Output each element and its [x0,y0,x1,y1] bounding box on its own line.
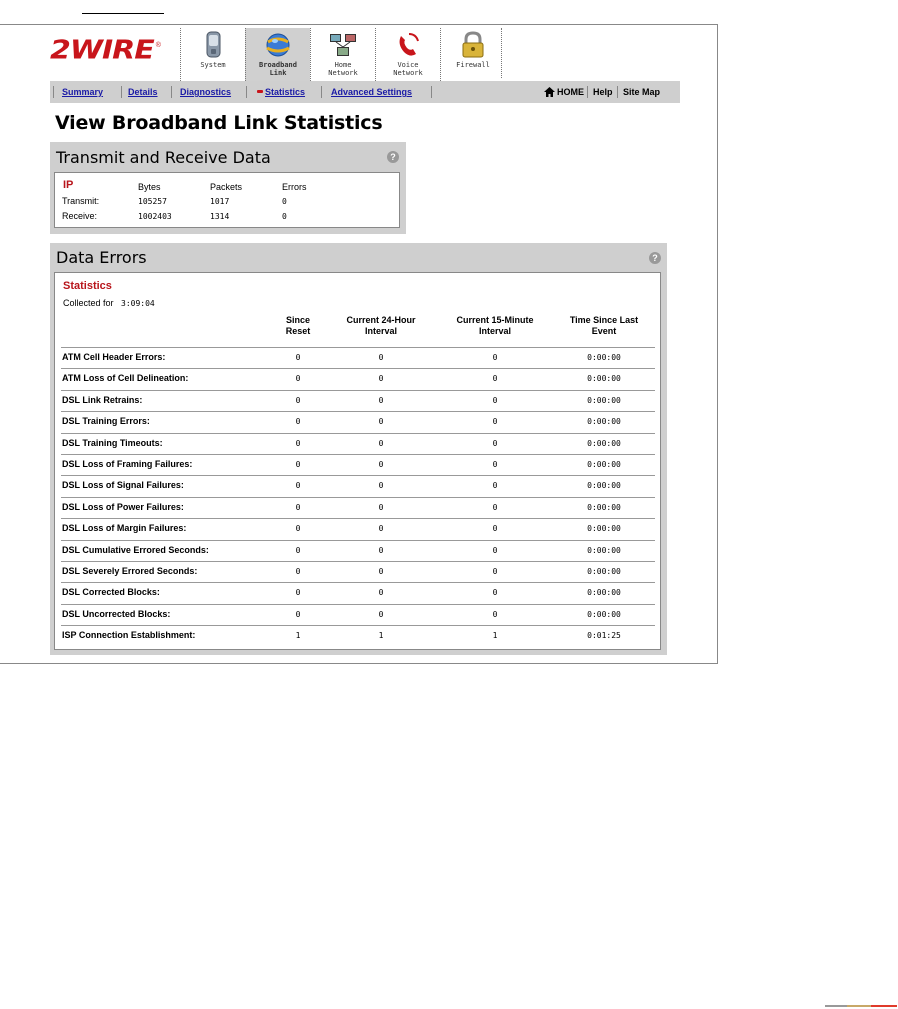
row-divider [61,561,655,562]
brand-logo[interactable] [50,35,161,68]
subnav-divider [171,86,172,98]
stat-cell: 0 [492,353,498,362]
stat-row-label: ATM Loss of Cell Delineation: [62,373,189,384]
stat-cell: 0 [295,417,301,427]
row-divider [61,604,655,605]
panel-title: Data Errors [56,248,147,267]
row-divider [61,454,655,455]
collected-label: Collected for [63,298,114,308]
stat-cell: 0:00:00 [587,353,621,362]
panel-body [54,172,400,228]
stat-cell: 0 [378,374,384,384]
home-link[interactable]: HOME [557,87,584,97]
stat-row-label: DSL Cumulative Errored Seconds: [62,544,209,555]
tab-system[interactable] [180,28,245,81]
col-header-packets: Packets [210,182,243,192]
stat-cell: 0 [492,481,498,491]
subnav-divider [587,86,588,98]
footer-accent-bar [825,1005,897,1007]
stat-cell: 0 [492,395,498,405]
stat-cell: 0 [295,588,301,598]
stat-row-label: DSL Loss of Signal Failures: [62,480,184,491]
stat-row-label: DSL Loss of Margin Failures: [62,523,187,534]
stat-cell: 0:00:00 [587,502,621,512]
col-header-time-since: Time Since Last Event [569,315,639,336]
transmit-bytes: 105257 [138,197,167,206]
stat-cell: 0 [295,353,301,362]
stat-cell: 0:00:00 [587,374,621,384]
row-divider [61,390,655,391]
stat-row-label: DSL Loss of Power Failures: [62,501,184,512]
receive-packets: 1314 [210,212,230,221]
logo-reg-mark: ® [155,42,161,49]
padlock-icon [457,30,489,60]
col-header-since-reset: Since Reset [285,315,311,336]
stat-cell: 0 [378,502,384,512]
stat-cell: 0 [378,545,384,555]
stat-cell: 0:00:00 [587,438,621,448]
stat-cell: 0 [378,395,384,405]
stat-cell: 0 [492,374,498,384]
receive-bytes: 1002403 [138,212,172,221]
tab-system-label: System [200,61,226,69]
subnav-divider [617,86,618,98]
tab-firewall[interactable] [440,28,505,81]
stat-cell: 0 [295,438,301,448]
subnav-divider [431,86,432,98]
col-header-24h: Current 24-Hour Interval [346,315,416,336]
stat-cell: 0 [378,524,384,534]
stat-cell: 0:00:00 [587,460,621,469]
stat-cell: 0 [378,353,384,362]
stat-cell: 0:00:00 [587,588,621,598]
subnav-divider [321,86,322,98]
col-header-errors: Errors [282,182,307,192]
stat-cell: 0 [492,609,498,619]
tab-voice-network-label: Voice Network [393,61,423,77]
transmit-packets: 1017 [210,197,230,206]
subnav-diagnostics[interactable]: Diagnostics [180,87,232,97]
subnav-advanced-settings[interactable]: Advanced Settings [331,87,413,97]
stat-row-label: DSL Link Retrains: [62,394,143,405]
panel-body [54,272,661,650]
main-nav-tabs [180,28,505,81]
stat-row-label: ISP Connection Establishment: [62,630,196,641]
stat-cell: 0 [378,438,384,448]
collected-value: 3:09:04 [121,299,155,308]
row-divider [61,497,655,498]
stat-cell: 0 [492,502,498,512]
stat-row-label: ATM Cell Header Errors: [62,352,166,362]
row-divider [61,347,655,348]
stat-cell: 0 [492,417,498,427]
tab-broadband-label: Broadband Link [259,61,297,77]
row-divider [61,433,655,434]
section-title-statistics: Statistics [63,280,112,292]
home-icon[interactable] [544,87,555,97]
subnav-statistics[interactable]: Statistics [265,87,306,97]
page-title: View Broadband Link Statistics [55,112,383,134]
stat-cell: 0 [295,395,301,405]
stat-cell: 0:00:00 [587,545,621,555]
col-header-15m: Current 15-Minute Interval [456,315,534,336]
col-header-bytes: Bytes [138,182,161,192]
stat-row-label: DSL Severely Errored Seconds: [62,566,198,576]
stat-row-label: DSL Training Errors: [62,416,150,427]
subnav-details[interactable]: Details [128,87,158,97]
stat-row-label: DSL Uncorrected Blocks: [62,608,171,619]
stat-cell: 0 [295,502,301,512]
logo-text: 2WIRE [50,35,154,66]
tab-firewall-label: Firewall [456,61,490,69]
stat-cell: 0 [492,524,498,534]
row-label-transmit: Transmit: [62,196,100,206]
stat-cell: 0:00:00 [587,567,621,576]
stat-cell: 0 [295,609,301,619]
subnav-summary[interactable]: Summary [62,87,104,97]
subnav-divider [121,86,122,98]
phone-device-icon [197,30,229,60]
network-computers-icon [327,30,359,60]
stat-cell: 0 [492,588,498,598]
data-errors-panel [50,243,667,655]
section-title-ip: IP [63,179,74,191]
telephone-icon [392,30,424,60]
tab-broadband-link[interactable] [245,28,310,81]
transmit-receive-panel [50,142,406,234]
tabbar-divider [501,28,502,78]
stat-cell: 0 [378,567,384,576]
row-divider [61,411,655,412]
active-indicator [257,90,263,93]
stat-cell: 0:00:00 [587,417,621,427]
stat-cell: 0 [295,567,301,576]
stat-cell: 0 [295,481,301,491]
top-link[interactable] [82,13,164,14]
row-divider [61,475,655,476]
stat-cell: 0 [295,460,301,469]
stat-row-label: DSL Training Timeouts: [62,437,163,448]
stat-cell: 0 [378,588,384,598]
globe-icon [262,30,294,60]
stat-cell: 1 [295,631,301,641]
tab-home-network-label: Home Network [328,61,358,77]
sub-nav [50,81,680,103]
row-label-receive: Receive: [62,211,98,221]
stat-row-label: DSL Corrected Blocks: [62,587,160,598]
subnav-divider [246,86,247,98]
help-link[interactable]: Help [593,87,613,97]
stat-cell: 0:00:00 [587,524,621,534]
stat-cell: 0:00:00 [587,481,621,491]
tab-voice-network[interactable] [375,28,440,81]
site-map-link[interactable]: Site Map [623,87,661,97]
help-icon[interactable]: ? [387,151,399,163]
row-divider [61,518,655,519]
stat-row-label: DSL Loss of Framing Failures: [62,459,193,469]
stat-cell: 0 [378,609,384,619]
stat-cell: 1 [492,631,498,641]
stat-cell: 0 [378,417,384,427]
stat-cell: 0:00:00 [587,395,621,405]
row-divider [61,540,655,541]
stat-cell: 0 [492,460,498,469]
stat-cell: 0 [295,524,301,534]
panel-title: Transmit and Receive Data [56,148,271,167]
stat-cell: 0 [492,545,498,555]
row-divider [61,368,655,369]
stat-cell: 0 [295,545,301,555]
stat-cell: 0:01:25 [587,631,621,641]
stat-cell: 1 [378,631,384,641]
help-icon[interactable]: ? [649,252,661,264]
stat-cell: 0 [492,567,498,576]
receive-errors: 0 [282,212,287,221]
stat-cell: 0 [378,460,384,469]
stat-cell: 0 [295,374,301,384]
transmit-errors: 0 [282,197,287,206]
row-divider [61,625,655,626]
stat-cell: 0 [378,481,384,491]
row-divider [61,582,655,583]
stat-cell: 0:00:00 [587,609,621,619]
stat-cell: 0 [492,438,498,448]
tab-home-network[interactable] [310,28,375,81]
subnav-divider [53,86,54,98]
